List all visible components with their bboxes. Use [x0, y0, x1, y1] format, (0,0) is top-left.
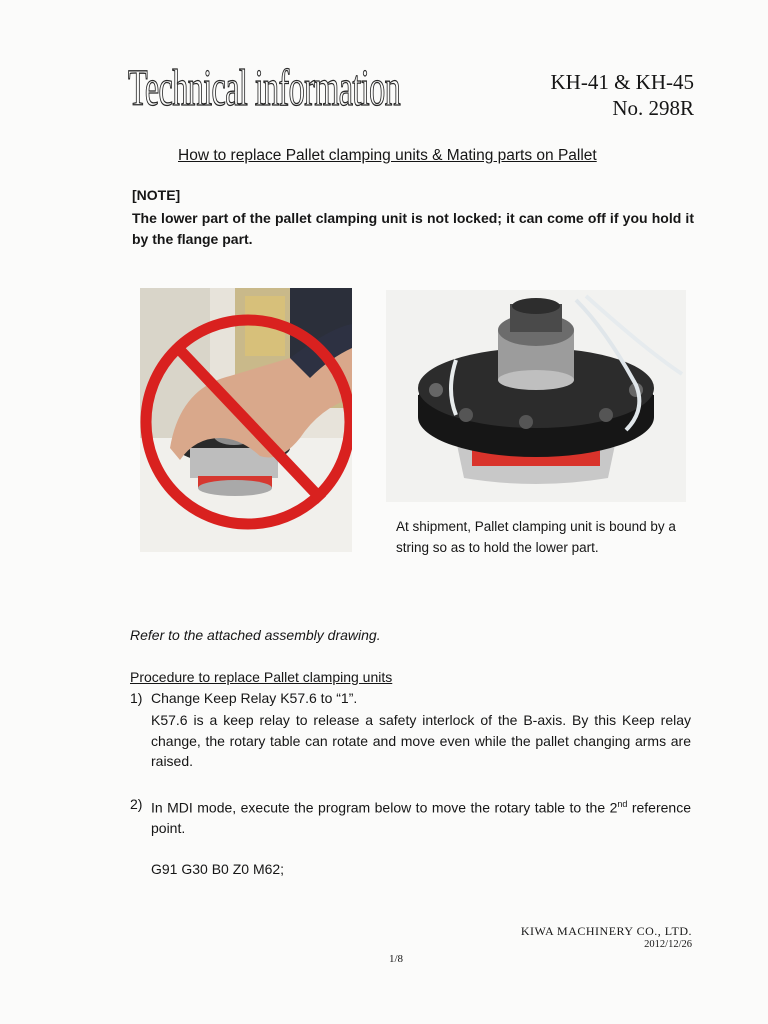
procedure-heading: Procedure to replace Pallet clamping units	[130, 669, 393, 685]
step-body-text: In MDI mode, execute the program below to move the rotary table to the 2	[151, 799, 618, 816]
reference-note: Refer to the attached assembly drawing.	[130, 627, 381, 643]
model-label: KH-41 & KH-45	[550, 70, 694, 94]
document-date: 2012/12/26	[644, 939, 692, 950]
step-title: Change Keep Relay K57.6 to “1”.	[151, 690, 358, 706]
step-body-text: reference point.	[151, 799, 691, 837]
step-number: 2)	[130, 796, 143, 812]
document-number: No. 298R	[612, 96, 694, 120]
ordinal-suffix: nd	[617, 799, 628, 809]
document-title: Technical information	[128, 60, 401, 117]
photo-clamping-unit-shipment	[386, 290, 686, 502]
step-body: K57.6 is a keep relay to release a safety interlock of the B-axis. By this Keep relay change, the rotary table can rotate and move even while the pallet changing arms are raised.	[151, 712, 691, 769]
company-name: KIWA MACHINERY CO., LTD.	[520, 924, 692, 938]
subtitle: How to replace Pallet clamping units & Mating parts on Pallet	[178, 147, 597, 164]
note-heading: [NOTE]	[132, 187, 181, 203]
step-body	[151, 794, 691, 839]
step-number: 1)	[130, 690, 143, 706]
photo-caption: At shipment, Pallet clamping unit is bound by a string so as to hold the lower part.	[396, 519, 676, 555]
program-code: G91 G30 B0 Z0 M62;	[151, 861, 285, 877]
note-body: The lower part of the pallet clamping unit is not locked; it can come off if you hold it by the flange part.	[132, 210, 694, 247]
photo-incorrect-handling	[140, 288, 352, 552]
page-number: 1/8	[388, 953, 404, 965]
